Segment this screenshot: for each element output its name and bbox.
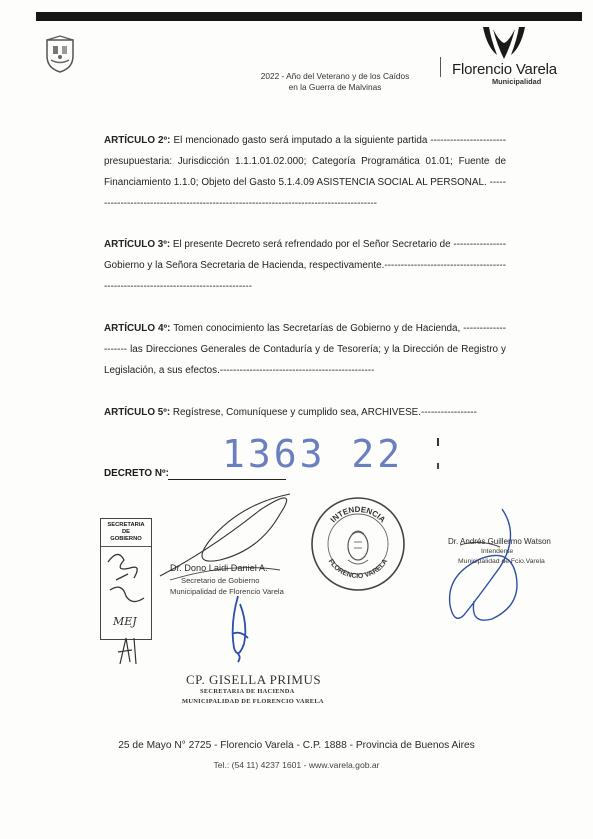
mark-tick: [437, 463, 439, 469]
municipal-crest-icon: [44, 34, 76, 74]
intendente-org: Municipalidad de Fcio.Varela: [458, 558, 545, 565]
decreto-label: DECRETO Nº:: [104, 468, 169, 479]
article-4-text: Tomen conocimiento las Secretarías de Gobierno y de Hacienda, -------------------- las Direcciones Generales de Contaduría y de Tesorería; y la Dirección de Registro y Legislación, a sus efectos.-----------------------------------------------: [104, 323, 506, 376]
stamp-line-2: DE: [121, 529, 131, 535]
gobierno-signatory-name: Dr. Dono Laidi Daniel A.: [170, 563, 268, 573]
article-3-text: El presente Decreto será refrendado por el Señor Secretario de ---------------- Gobierno y la Señora Secretaria de Hacienda, respectivamente.----------------------------------------------------------------------------------: [104, 239, 507, 292]
footer-address: 25 de Mayo N° 2725 - Florencio Varela - C.P. 1888 - Provincia de Buenos Aires: [118, 740, 475, 751]
footer-contact: Tel.: (54 11) 4237 1601 - www.varela.gob.ar: [213, 760, 380, 770]
brand-name: Florencio Varela: [452, 61, 557, 78]
article-2: [104, 130, 506, 214]
bottom-left-initials: [114, 634, 144, 668]
motto-line-1: 2022 - Año del Veterano y de los Caídos: [260, 71, 410, 81]
stamp-title: [101, 519, 151, 547]
article-3: [104, 234, 506, 297]
decreto-number-stamp: 1363 22: [222, 432, 404, 476]
seal-bottom-text: FLORENCIO VARELA: [326, 558, 390, 581]
hacienda-signatory-org: MUNICIPALIDAD DE FLORENCIO VARELA: [182, 698, 324, 705]
florencio-varela-logo-icon: [481, 25, 527, 61]
intendente-signature: [440, 505, 530, 625]
article-5-label: ARTÍCULO 5º:: [104, 407, 171, 418]
stamp-initials-signature: [104, 544, 152, 614]
svg-text:FLORENCIO VARELA: [327, 558, 390, 580]
year-motto: [240, 71, 430, 92]
article-4: [104, 318, 506, 381]
brand-separator: [440, 57, 441, 77]
gobierno-signatory-org: Municipalidad de Florencio Varela: [170, 587, 284, 596]
top-border-bar: [36, 12, 582, 21]
hacienda-signatory-name: CP. GISELLA PRIMUS: [186, 672, 322, 687]
article-2-text: El mencionado gasto será imputado a la siguiente partida ----------------------- presupuestaria: Jurisdicción 1.1.1.01.02.000; Categoría Programática 01.01; Fuente de Financiamiento 1.1.0; Objeto del Gasto 5.1.4.09 ASISTENCIA SOCIAL AL PERSONAL. ----------------------------------------------------------------------------------------: [104, 135, 506, 209]
gobierno-signatory-title: Secretario de Gobierno: [181, 576, 260, 585]
intendente-title: Intendente: [481, 548, 514, 555]
stamp-line-1: SECRETARIA: [107, 522, 145, 528]
gobierno-signature: [150, 480, 310, 590]
stamp-handwritten: MEJ: [113, 615, 137, 628]
article-5-text: Regístrese, Comuníquese y cumplido sea, ARCHIVESE.-----------------: [170, 407, 477, 418]
article-2-label: ARTÍCULO 2º:: [104, 135, 171, 146]
mark-tick: [437, 438, 439, 446]
intendencia-seal: [308, 494, 408, 594]
intendente-name: Dr. Andrés Guillermo Watson: [448, 537, 551, 546]
stamp-line-3: GOBIERNO: [110, 536, 142, 542]
article-4-label: ARTÍCULO 4º:: [104, 323, 171, 334]
brand-subtitle: Municipalidad: [492, 77, 542, 86]
motto-line-2: en la Guerra de Malvinas: [288, 81, 382, 92]
hacienda-signature: [218, 594, 258, 664]
hacienda-signatory-title: SECRETARIA DE HACIENDA: [200, 688, 295, 695]
seal-top-text: INTENDENCIA: [328, 504, 388, 525]
svg-text:INTENDENCIA: [329, 505, 388, 525]
article-5: [104, 402, 506, 423]
article-3-label: ARTÍCULO 3º:: [104, 239, 171, 250]
